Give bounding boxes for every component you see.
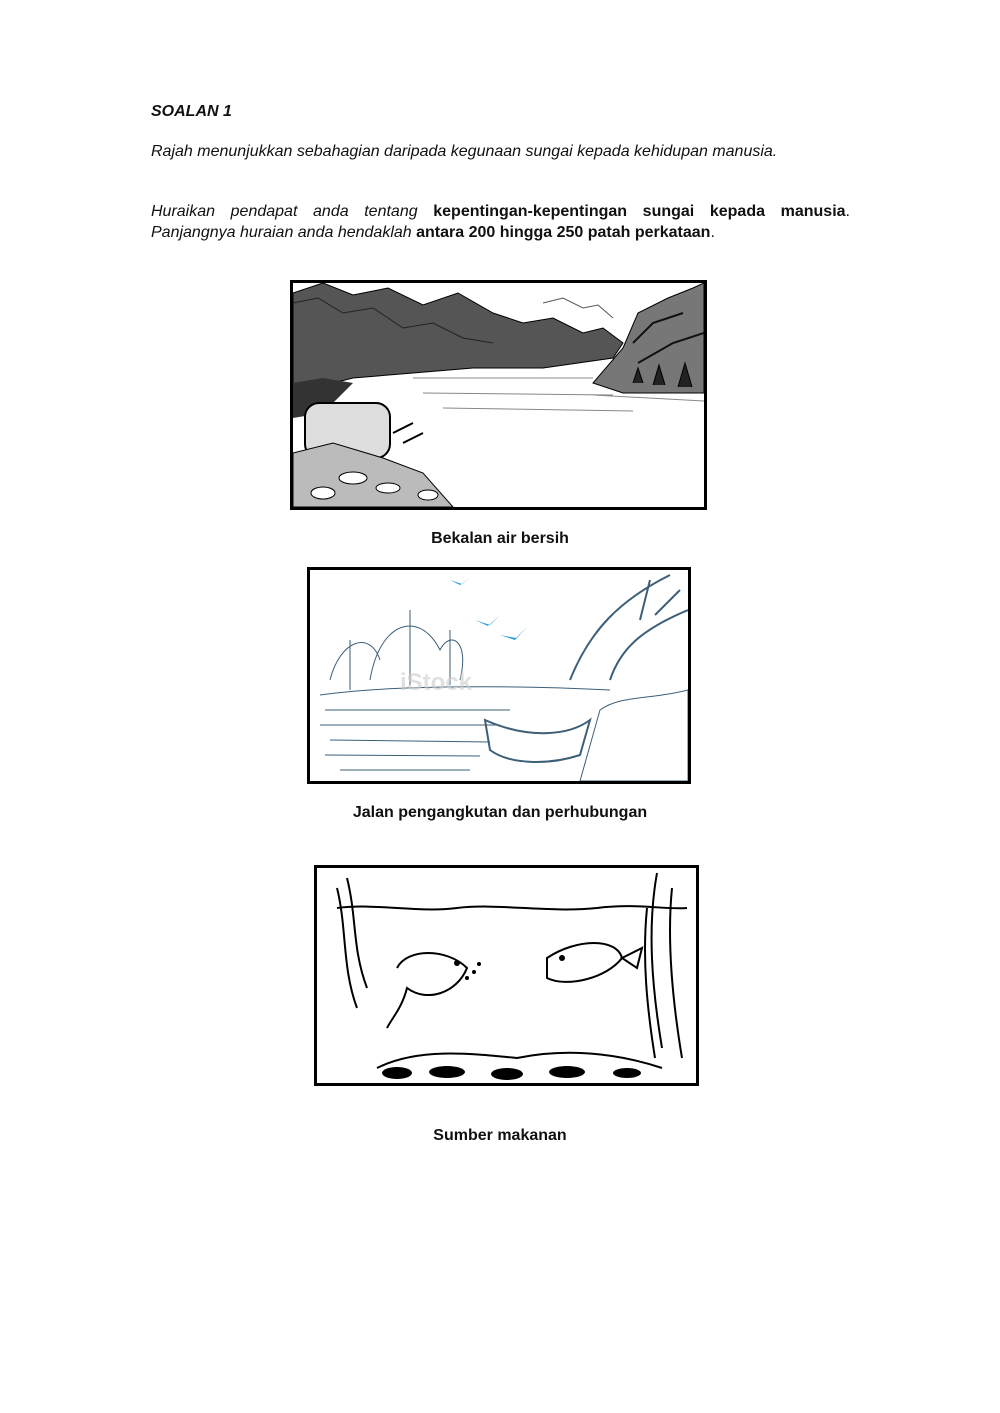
question-intro: Rajah menunjukkan sebahagian daripada kegunaan sungai kepada kehidupan manusia. [151,143,778,160]
figure-caption-1: Bekalan air bersih [431,530,569,547]
instruction-bold2: antara 200 hingga 250 patah perkataan [416,224,711,241]
river-valley-sketch [293,283,704,507]
watermark-text: iStock [400,669,473,696]
question-instruction [151,201,850,243]
fish-underwater-image [314,865,699,1086]
instruction-part1: Huraikan pendapat anda tentang [151,203,434,220]
fish-underwater-sketch [317,868,696,1083]
instruction-italic2: Panjangnya huraian anda hendaklah [151,224,417,241]
question-title: SOALAN 1 [151,103,232,120]
figure-caption-3: Sumber makanan [433,1127,567,1144]
instruction-end: . [710,224,715,241]
river-valley-image [290,280,707,510]
figure-caption-2: Jalan pengangkutan dan perhubungan [352,804,648,821]
boat-on-lake-sketch [310,570,688,781]
boat-lake-image [307,567,691,784]
instruction-part2: . [845,203,850,220]
instruction-bold1: kepentingan-kepentingan sungai kepada manusia [433,203,846,220]
